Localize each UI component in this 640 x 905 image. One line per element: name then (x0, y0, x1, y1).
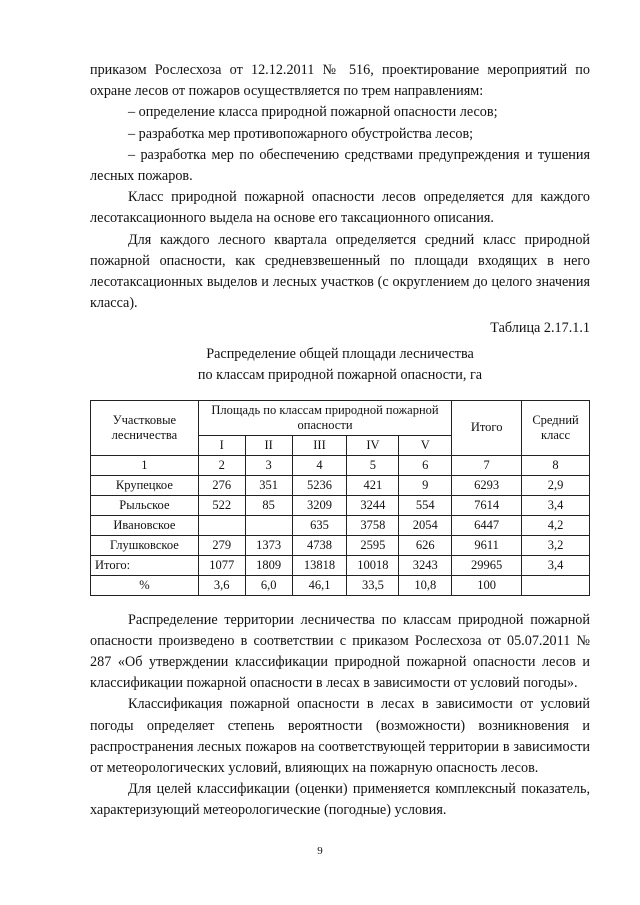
table-cell: 276 (198, 475, 245, 495)
table-title-line2: по классам природной пожарной опасности, га (197, 366, 483, 383)
table-cell: 2595 (347, 535, 399, 555)
table-cell: 6,0 (245, 575, 292, 595)
table-cell: 9611 (452, 535, 522, 555)
table-row (91, 495, 590, 515)
table-cell: 6293 (452, 475, 522, 495)
cell-forestry: Крупецкое (91, 475, 199, 495)
col-number: 5 (347, 455, 399, 475)
table-cell: 6447 (452, 515, 522, 535)
table-cell: 1077 (198, 555, 245, 575)
table-total-row (91, 555, 590, 575)
col-number: 2 (198, 455, 245, 475)
table-cell: 100 (452, 575, 522, 595)
col-number: 3 (245, 455, 292, 475)
col-number: 8 (522, 455, 590, 475)
table-cell: 3,6 (198, 575, 245, 595)
table-cell: 29965 (452, 555, 522, 575)
header-average-class: Средний класс (522, 400, 590, 455)
table-cell (522, 575, 590, 595)
table-cell: 3209 (292, 495, 347, 515)
table-cell: 46,1 (292, 575, 347, 595)
table-cell: 9 (399, 475, 452, 495)
table-cell: 85 (245, 495, 292, 515)
cell-forestry: Глушковское (91, 535, 199, 555)
paragraph-classification: Классификация пожарной опасности в лесах в зависимости от условий погоды определяет степень вероятности (возможности) возникновения и распространения лесных пожаров на соответствующей территории в зависимости от метеорологических условий, влияющих на пожарную опасность лесов. (90, 696, 590, 777)
table-cell: 4,2 (522, 515, 590, 535)
paragraph-complex-index: Для целей классификации (оценки) применяется комплексный показатель, характеризующий метеорологические (погодные) условия. (90, 781, 590, 819)
header-forestry: Участковые лесничества (91, 400, 199, 455)
table-row (91, 475, 590, 495)
table-cell: 2,9 (522, 475, 590, 495)
header-class: V (399, 435, 452, 455)
paragraph-intro: приказом Рослесхоза от 12.12.2011 № 516, проектирование мероприятий по охране лесов от пожаров осуществляется по трем направлениям: (90, 62, 590, 100)
table-title-line1: Распределение общей площади лесничества (206, 345, 474, 362)
table-cell: 7614 (452, 495, 522, 515)
table-cell: 2054 (399, 515, 452, 535)
table-row (91, 515, 590, 535)
table-percent-row (91, 575, 590, 595)
table-cell: 351 (245, 475, 292, 495)
table-cell: 33,5 (347, 575, 399, 595)
table-title (90, 344, 590, 386)
table-cell: 10018 (347, 555, 399, 575)
table-cell: 421 (347, 475, 399, 495)
cell-forestry: Ивановское (91, 515, 199, 535)
document-page (90, 60, 590, 822)
table-header-row (91, 400, 590, 435)
table-cell: 1373 (245, 535, 292, 555)
cell-forestry: Рыльское (91, 495, 199, 515)
header-class: III (292, 435, 347, 455)
table-cell: 3758 (347, 515, 399, 535)
header-class: IV (347, 435, 399, 455)
col-number: 1 (91, 455, 199, 475)
table-row (91, 535, 590, 555)
cell-percent-label: % (91, 575, 199, 595)
paragraph-average-class: Для каждого лесного квартала определяется средний класс природной пожарной опасности, как средневзвешенный по площади входящих в него лесотаксационных выделов и лесных участков (с округлением до целого значения класса). (90, 231, 590, 312)
table-cell: 10,8 (399, 575, 452, 595)
col-number: 7 (452, 455, 522, 475)
fire-danger-table (90, 400, 590, 596)
table-cell: 4738 (292, 535, 347, 555)
table-cell: 3244 (347, 495, 399, 515)
table-cell: 626 (399, 535, 452, 555)
table-cell: 522 (198, 495, 245, 515)
col-number: 6 (399, 455, 452, 475)
header-class: II (245, 435, 292, 455)
header-class: I (198, 435, 245, 455)
table-cell: 3,4 (522, 555, 590, 575)
table-cell: 1809 (245, 555, 292, 575)
page-number: 9 (317, 845, 323, 857)
table-cell: 554 (399, 495, 452, 515)
cell-total-label: Итого: (91, 555, 199, 575)
list-item-measures: – разработка мер противопожарного обустройства лесов; (128, 125, 474, 142)
table-cell: 3,4 (522, 495, 590, 515)
table-cell (198, 515, 245, 535)
table-cell (245, 515, 292, 535)
table-label: Таблица 2.17.1.1 (490, 320, 590, 337)
list-item-means: – разработка мер по обеспечению средствами предупреждения и тушения лесных пожаров. (90, 146, 590, 185)
table-cell: 3243 (399, 555, 452, 575)
paragraph-class-definition: Класс природной пожарной опасности лесов определяется для каждого лесотаксационного выдела на основе его таксационного описания. (90, 189, 590, 227)
table-cell: 279 (198, 535, 245, 555)
table-cell: 13818 (292, 555, 347, 575)
list-item-class: – определение класса природной пожарной опасности лесов; (128, 104, 498, 121)
header-area-by-class: Площадь по классам природной пожарной опасности (198, 400, 451, 435)
table-cell: 3,2 (522, 535, 590, 555)
table-colnum-row (91, 455, 590, 475)
col-number: 4 (292, 455, 347, 475)
table-cell: 5236 (292, 475, 347, 495)
paragraph-distribution: Распределение территории лесничества по классам природной пожарной опасности произведено в соответствии с приказом Рослесхоза от 05.07.2011 № 287 «Об утверждении классификации природной пожарной опасности лесов и классификации пожарной опасности в лесах в зависимости от условий погоды». (90, 611, 590, 692)
header-total: Итого (452, 400, 522, 455)
table-cell: 635 (292, 515, 347, 535)
